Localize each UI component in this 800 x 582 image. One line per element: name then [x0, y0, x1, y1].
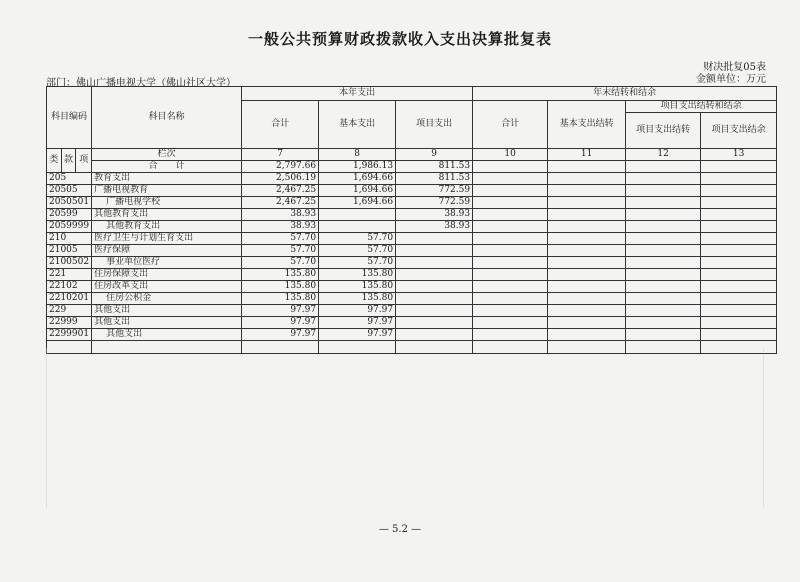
subject-code: 2059999 — [47, 221, 92, 233]
page-title: 一般公共预算财政拨款收入支出决算批复表 — [247, 30, 552, 48]
amount-basic: 97.97 — [319, 317, 396, 329]
empty-cell — [548, 245, 626, 257]
subject-name: 教育支出 — [92, 173, 242, 185]
empty-cell — [701, 185, 777, 197]
table-row — [47, 305, 777, 317]
subject-code: 229 — [47, 305, 92, 317]
col-header-lei: 类 — [47, 149, 62, 173]
amount-basic: 57.70 — [319, 233, 396, 245]
empty-cell — [473, 317, 548, 329]
subject-code: 2100502 — [47, 257, 92, 269]
empty-cell — [701, 257, 777, 269]
amount-project — [396, 257, 473, 269]
table-row — [47, 245, 777, 257]
empty-cell — [626, 161, 701, 173]
empty-cell — [473, 293, 548, 305]
amount-basic: 135.80 — [319, 281, 396, 293]
subject-code: 2299901 — [47, 329, 92, 341]
total-project: 811.53 — [396, 161, 473, 173]
subject-name: 事业单位医疗 — [92, 257, 242, 269]
subject-code: 2210201 — [47, 293, 92, 305]
subject-name: 住房保障支出 — [92, 269, 242, 281]
col-header-basic: 基本支出 — [319, 101, 396, 149]
row-label-lanci: 栏次 — [92, 149, 242, 161]
form-number: 财决批复05表 — [703, 62, 766, 73]
empty-cell — [701, 281, 777, 293]
department-label: 部门：佛山广播电视大学（佛山社区大学） — [46, 78, 236, 89]
empty-cell — [548, 209, 626, 221]
col-number-10: 10 — [473, 149, 548, 161]
empty-cell — [548, 317, 626, 329]
col-header-ye-total: 合计 — [473, 101, 548, 149]
col-number-8: 8 — [319, 149, 396, 161]
empty-cell — [701, 245, 777, 257]
amount-project — [396, 317, 473, 329]
empty-cell — [548, 329, 626, 341]
amount-project: 811.53 — [396, 173, 473, 185]
empty-cell — [626, 305, 701, 317]
col-number-11: 11 — [548, 149, 626, 161]
empty-cell — [473, 281, 548, 293]
empty-cell — [473, 173, 548, 185]
amount-project — [396, 269, 473, 281]
amount-total: 97.97 — [242, 305, 319, 317]
subject-name: 其他支出 — [92, 317, 242, 329]
subject-code: 2050501 — [47, 197, 92, 209]
empty-cell — [701, 233, 777, 245]
amount-basic: 1,694.66 — [319, 197, 396, 209]
amount-unit: 金额单位：万元 — [696, 74, 766, 85]
amount-basic: 135.80 — [319, 269, 396, 281]
col-header-ye-proj-surplus: 项目支出结余 — [701, 113, 777, 149]
amount-basic: 97.97 — [319, 329, 396, 341]
page-number: — 5.2 — — [378, 524, 422, 535]
amount-total: 57.70 — [242, 257, 319, 269]
amount-total: 135.80 — [242, 281, 319, 293]
amount-total: 135.80 — [242, 269, 319, 281]
empty-cell — [548, 293, 626, 305]
amount-basic: 57.70 — [319, 257, 396, 269]
col-header-code: 科目编码 — [47, 87, 92, 149]
subject-code: 22102 — [47, 281, 92, 293]
empty-cell — [626, 317, 701, 329]
empty-cell — [473, 221, 548, 233]
amount-total: 2,506.19 — [242, 173, 319, 185]
empty-cell — [626, 173, 701, 185]
subject-name: 广播电视教育 — [92, 185, 242, 197]
empty-cell — [473, 161, 548, 173]
col-header-ye-proj-group: 项目支出结转和结余 — [626, 101, 777, 113]
empty-cell — [626, 233, 701, 245]
table-row — [47, 233, 777, 245]
amount-project: 772.59 — [396, 185, 473, 197]
subject-name: 住房公积金 — [92, 293, 242, 305]
empty-cell — [701, 221, 777, 233]
col-header-kuan: 款 — [61, 149, 76, 173]
amount-total: 2,467.25 — [242, 197, 319, 209]
empty-cell — [626, 281, 701, 293]
table-row — [47, 329, 777, 341]
amount-project — [396, 281, 473, 293]
empty-cell — [626, 257, 701, 269]
empty-cell — [701, 161, 777, 173]
amount-basic — [319, 221, 396, 233]
bleed-through-area — [46, 348, 764, 508]
empty-cell — [548, 305, 626, 317]
empty-cell — [548, 281, 626, 293]
col-header-xiang: 项 — [76, 149, 92, 173]
subject-name: 医疗保障 — [92, 245, 242, 257]
col-header-ye-basic: 基本支出结转 — [548, 101, 626, 149]
empty-cell — [473, 269, 548, 281]
amount-basic: 57.70 — [319, 245, 396, 257]
amount-total: 38.93 — [242, 221, 319, 233]
empty-cell — [473, 185, 548, 197]
total-amount: 2,797.66 — [242, 161, 319, 173]
subject-name: 其他支出 — [92, 305, 242, 317]
subject-code: 221 — [47, 269, 92, 281]
table-row — [47, 197, 777, 209]
empty-cell — [473, 209, 548, 221]
table-row — [47, 293, 777, 305]
col-number-7: 7 — [242, 149, 319, 161]
col-header-project: 项目支出 — [396, 101, 473, 149]
subject-code: 20599 — [47, 209, 92, 221]
subject-code: 21005 — [47, 245, 92, 257]
col-number-13: 13 — [701, 149, 777, 161]
amount-project — [396, 305, 473, 317]
col-header-ye-proj-carry: 项目支出结转 — [626, 113, 701, 149]
amount-project — [396, 329, 473, 341]
table-row — [47, 317, 777, 329]
empty-cell — [626, 197, 701, 209]
empty-cell — [701, 293, 777, 305]
subject-name: 医疗卫生与计划生育支出 — [92, 233, 242, 245]
empty-cell — [548, 197, 626, 209]
empty-cell — [701, 317, 777, 329]
empty-cell — [701, 329, 777, 341]
empty-cell — [473, 305, 548, 317]
amount-project — [396, 293, 473, 305]
subject-name: 其他教育支出 — [92, 209, 242, 221]
empty-cell — [701, 305, 777, 317]
subject-name: 其他教育支出 — [92, 221, 242, 233]
empty-cell — [701, 269, 777, 281]
empty-cell — [626, 293, 701, 305]
empty-cell — [548, 257, 626, 269]
table-row — [47, 257, 777, 269]
amount-basic: 135.80 — [319, 293, 396, 305]
subject-name: 广播电视学校 — [92, 197, 242, 209]
empty-cell — [626, 245, 701, 257]
empty-cell — [626, 329, 701, 341]
empty-cell — [701, 209, 777, 221]
empty-cell — [548, 173, 626, 185]
amount-basic: 1,694.66 — [319, 185, 396, 197]
empty-cell — [473, 197, 548, 209]
col-header-total: 合计 — [242, 101, 319, 149]
amount-project: 38.93 — [396, 221, 473, 233]
empty-cell — [548, 221, 626, 233]
amount-total: 57.70 — [242, 233, 319, 245]
amount-total: 97.97 — [242, 317, 319, 329]
amount-total: 38.93 — [242, 209, 319, 221]
empty-cell — [473, 329, 548, 341]
amount-basic: 1,694.66 — [319, 173, 396, 185]
amount-total: 135.80 — [242, 293, 319, 305]
empty-cell — [473, 245, 548, 257]
table-row — [47, 209, 777, 221]
empty-cell — [626, 185, 701, 197]
col-header-name: 科目名称 — [92, 87, 242, 149]
col-header-yearend: 年末结转和结余 — [473, 87, 777, 101]
amount-project — [396, 233, 473, 245]
table-row — [47, 281, 777, 293]
empty-cell — [548, 185, 626, 197]
empty-cell — [701, 197, 777, 209]
empty-cell — [548, 269, 626, 281]
amount-project: 772.59 — [396, 197, 473, 209]
amount-total: 2,467.25 — [242, 185, 319, 197]
empty-cell — [626, 209, 701, 221]
amount-basic — [319, 209, 396, 221]
amount-total: 57.70 — [242, 245, 319, 257]
budget-table — [46, 86, 777, 354]
total-basic: 1,986.13 — [319, 161, 396, 173]
subject-code: 210 — [47, 233, 92, 245]
subject-code: 22999 — [47, 317, 92, 329]
empty-cell — [701, 173, 777, 185]
table-row — [47, 185, 777, 197]
empty-cell — [626, 269, 701, 281]
col-number-12: 12 — [626, 149, 701, 161]
empty-cell — [626, 221, 701, 233]
amount-project — [396, 245, 473, 257]
subject-code: 205 — [47, 173, 92, 185]
subject-name: 其他支出 — [92, 329, 242, 341]
row-label-heji: 合 计 — [92, 161, 242, 173]
empty-cell — [473, 257, 548, 269]
col-header-current: 本年支出 — [242, 87, 473, 101]
amount-total: 97.97 — [242, 329, 319, 341]
col-number-9: 9 — [396, 149, 473, 161]
amount-project: 38.93 — [396, 209, 473, 221]
subject-code: 20505 — [47, 185, 92, 197]
table-row — [47, 269, 777, 281]
empty-cell — [548, 233, 626, 245]
table-row — [47, 173, 777, 185]
subject-name: 住房改革支出 — [92, 281, 242, 293]
empty-cell — [548, 161, 626, 173]
amount-basic: 97.97 — [319, 305, 396, 317]
empty-cell — [473, 233, 548, 245]
table-row — [47, 221, 777, 233]
